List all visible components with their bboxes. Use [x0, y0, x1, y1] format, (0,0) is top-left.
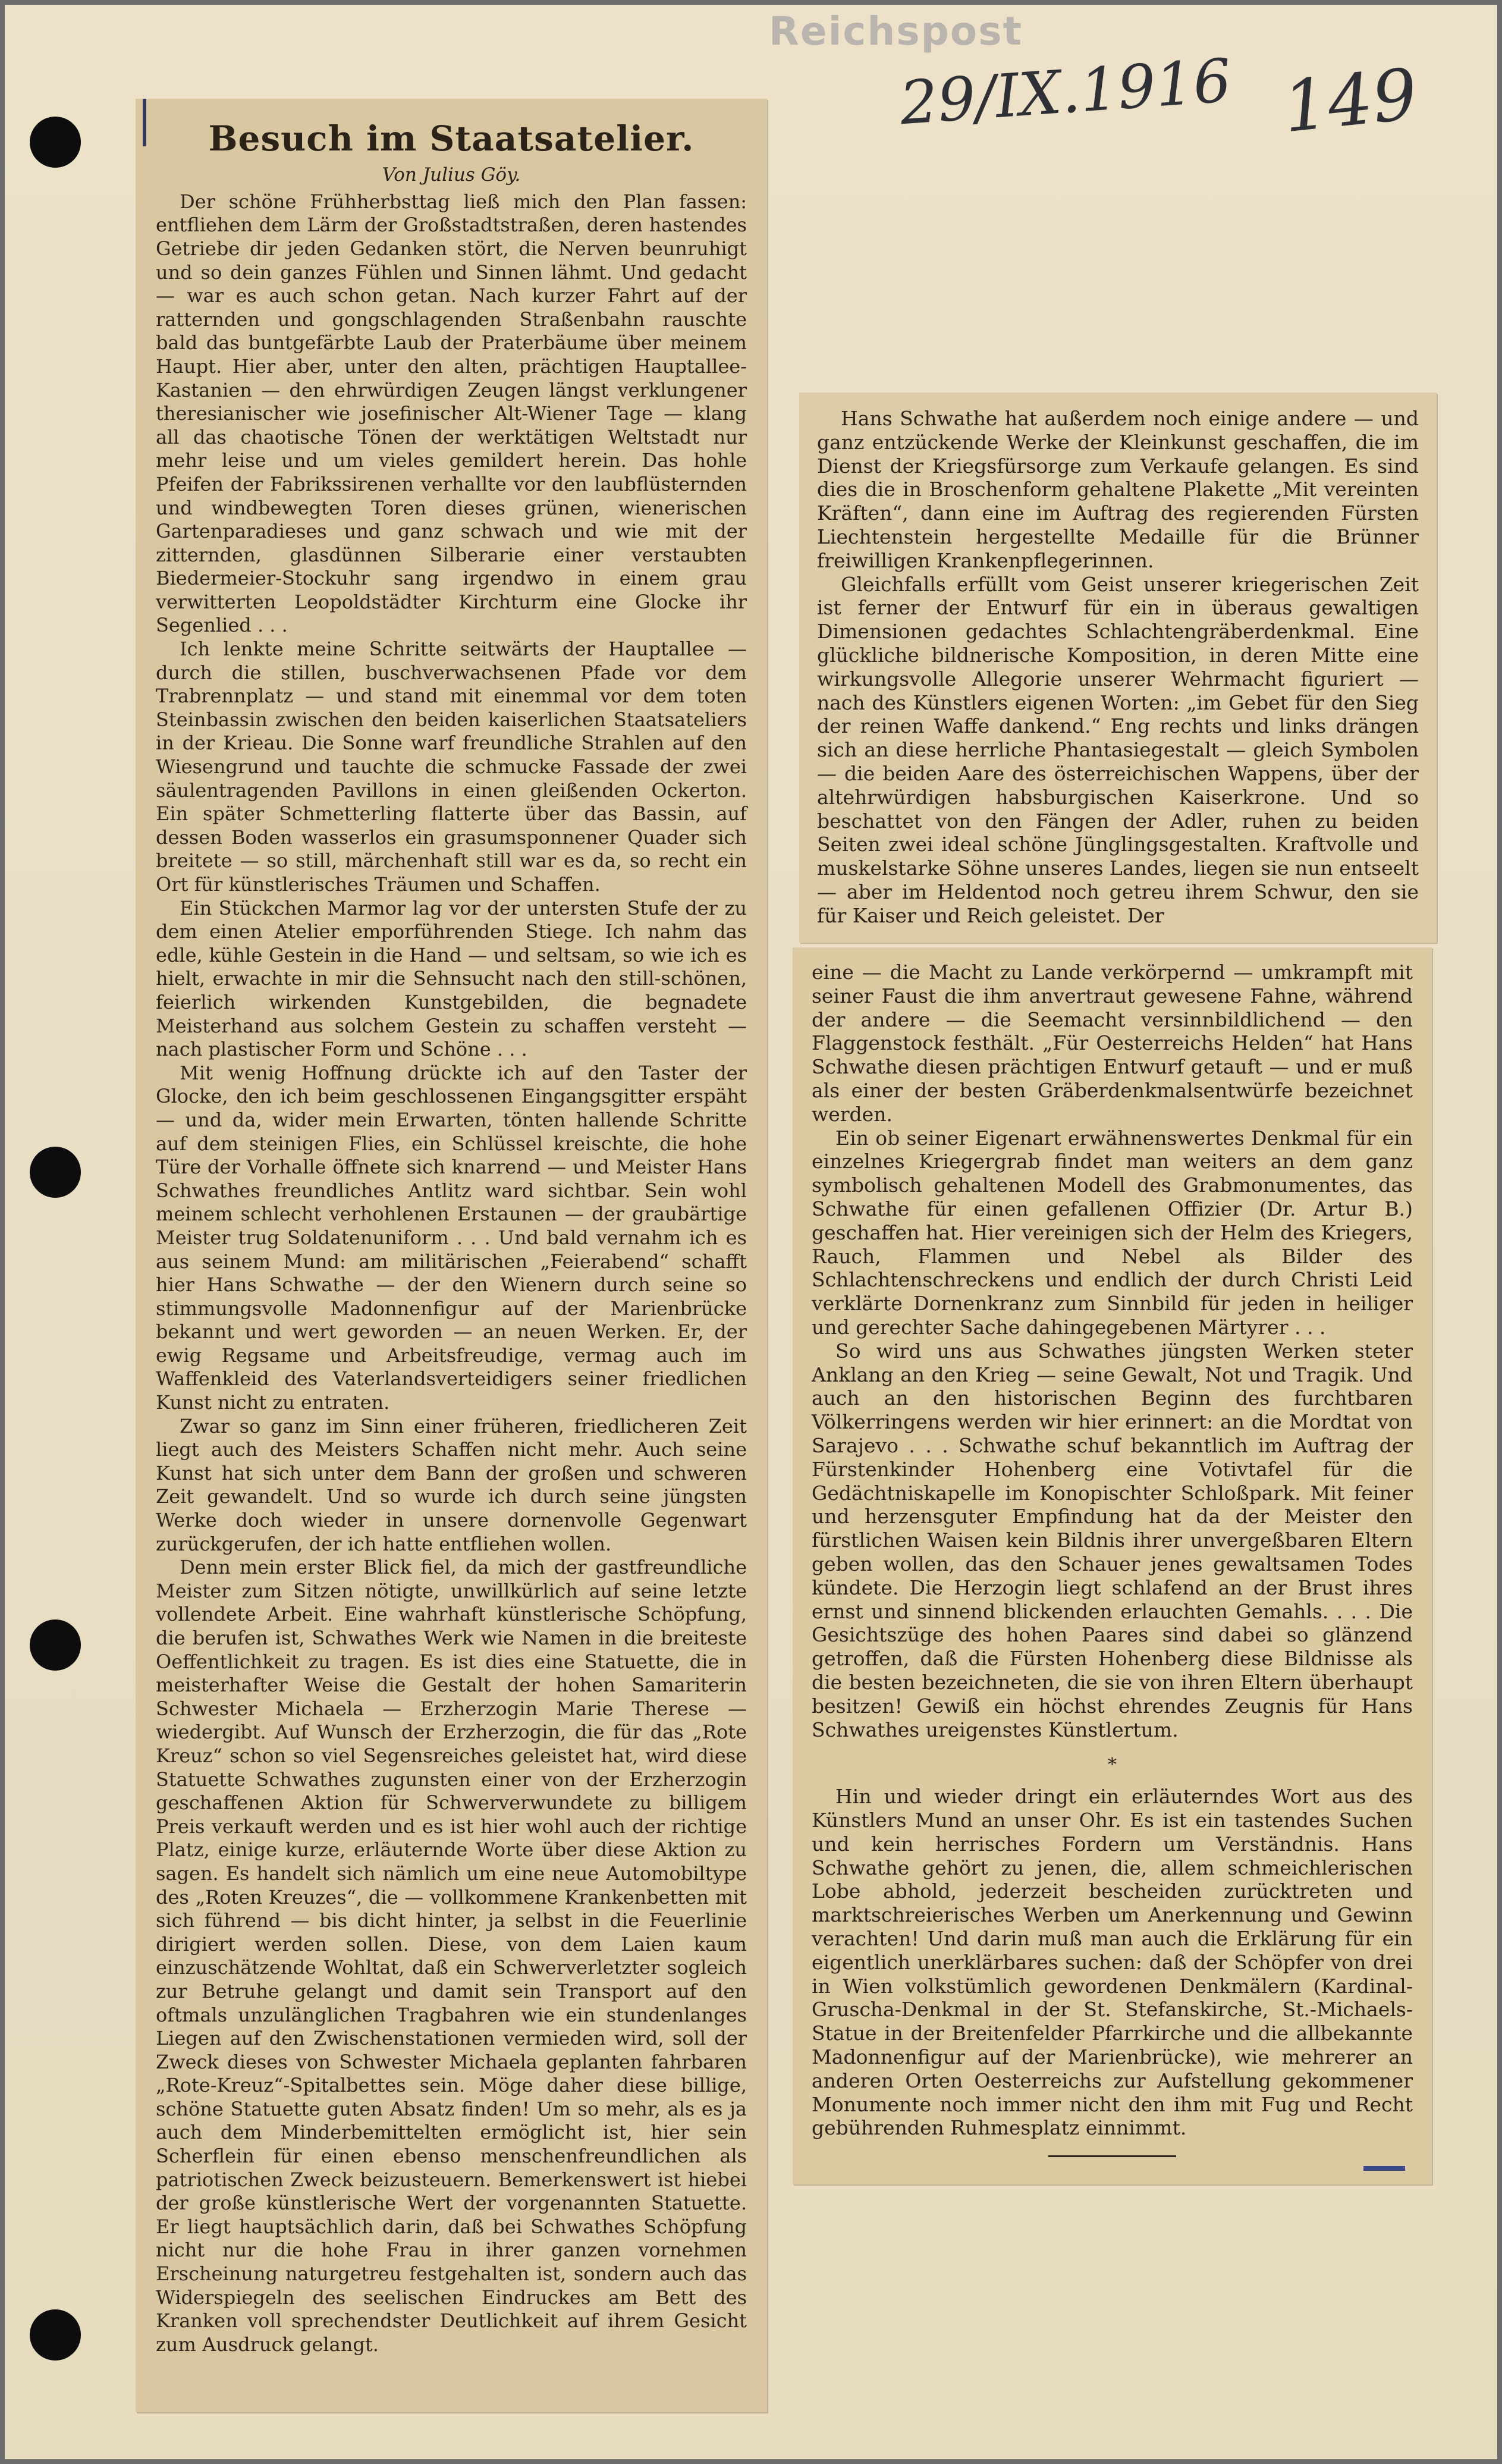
paragraph: Denn mein erster Blick fiel, da mich der gastfreundliche Meister zum Sitzen nötigte, unwillkürlich auf seine letzte vollendete Arbeit. Eine wahrhaft künstlerische Schöpfung, die berufen ist, Schwathes Werk wie Namen in die breiteste Oeffentlichkeit zu tragen. Es ist dies eine Statuette, die in meisterhafter Weise die Gestalt der hohen Samariterin Schwester Michaela — Erzherzogin Marie Therese — wiedergibt. Auf Wunsch der Erzherzogin, die für das „Rote Kreuz“ schon so viel Segensreiches geleistet hat, wird diese Statuette Schwathes zugunsten einer von der Erzherzogin geschaffenen Aktion für Schwerverwundete zu billigem Preis verkauft werden und es ist hier wohl auch der richtige Platz, einige kurze, erläuternde Worte über diese Aktion zu sagen. Es handelt sich nämlich um eine neue Automobiltype des „Roten Kreuzes“, die — vollkommene Krankenbetten mit sich führend — bis dicht hinter, ja selbst in die Feuerlinie dirigiert werden sollen. Diese, von dem Laien kaum einzuschätzende Wohltat, daß ein Schwerverletzter sogleich zur Betruhe gelangt und damit sein Transport auf den oftmals unzulänglichen Tragbahren wie ein stundenlanges Liegen auf den Zwischenstationen vermieden wird, soll der Zweck dieses von Schwester Michaela geplanten fahrbaren „Rote-Kreuz“-Spitalbettes sein. Möge daher diese billige, schöne Statuette guten Absatz finden! Um so mehr, als es ja auch dem Minderbemittelten ermöglicht ist, hier sein Scherflein für einen ebenso menschenfreundlichen als patriotischen Zweck beizusteuern. Bemerkenswert ist hiebei der große künstlerische Wert der vorgenannten Statuette. Er liegt hauptsächlich darin, daß bei Schwathes Schöpfung nicht nur die hohe Frau in ihrer ganzen vornehmen Erscheinung naturgetreu festgehalten ist, sondern auch das Widerspiegeln des seelischen Eindruckes am Bett des Kranken voll sprechendster Deutlichkeit auf ihrem Gesicht zum Ausdruck gelangt. [156, 1556, 747, 2356]
punch-hole [30, 1619, 81, 1671]
newspaper-stamp: Reichspost [769, 8, 1023, 54]
paragraph: Ein Stückchen Marmor lag vor der untersten Stufe der zu dem einen Atelier emporführenden Stiege. Ich nahm das edle, kühle Gestein in die Hand — und seltsam, so wie ich es hielt, erwachte in mir die Sehnsucht nach den still-schönen, feierlich wirkenden Kunstgebilden, die begnadete Meisterhand aus solchem Gestein zu schaffen versteht — nach plastischer Form und Schöne . . . [156, 896, 747, 1061]
paragraph: Ich lenkte meine Schritte seitwärts der Hauptallee — durch die stillen, buschverwachsenen Pfade vor dem Trabrennplatz — und stand mit einemmal vor dem toten Steinbassin zwischen den beiden kaiserlichen Staatsateliers in der Krieau. Die Sonne warf freundliche Strahlen auf den Wiesengrund und tauchte die schmucke Fassade der zwei säulentragenden Pavillons in einen gleißenden Ockerton. Ein später Schmetterling flatterte über das Bassin, auf dessen Boden wasserlos ein grasumsponnener Quader sich breitete — so still, märchenhaft still war es da, so recht ein Ort für künstlerisches Träumen und Schaffen. [156, 638, 747, 896]
paragraph: Mit wenig Hoffnung drückte ich auf den Taster der Glocke, den ich beim geschlossenen Eingangsgitter erspäht — und da, wider mein Erwarten, tönten hallende Schritte auf dem steinigen Flies, ein Schlüssel kreischte, die hohe Türe der Vorhalle öffnete sich knarrend — und Meister Hans Schwathes freundliches Antlitz ward sichtbar. Sein wohl meinem schlecht verhohlenen Erstaunen — der graubärtige Meister trug Soldatenuniform . . . Und bald vernahm ich es aus seinem Mund: am militärischen „Feierabend“ schafft hier Hans Schwathe — der den Wienern durch seine so stimmungsvolle Madonnenfigur auf der Marienbrücke bekannt und wert geworden — an neuen Werken. Er, der ewig Regsame und Arbeitsfreudige, vermag auch im Waffenkleid des Vaterlandsverteidigers seiner friedlichen Kunst nicht zu entraten. [156, 1061, 747, 1414]
end-rule [1048, 2155, 1176, 2157]
clipping-column-1 [136, 99, 767, 2412]
folio-number: 149 [1279, 52, 1421, 149]
clipping-column-2 [799, 393, 1437, 943]
paragraph: So wird uns aus Schwathes jüngsten Werken steter Anklang an den Krieg — seine Gewalt, Not und Tragik. Und auch an den historischen Beginn des furchtbaren Völkerringens werden wir hier erinnert: an die Mordtat von Sarajevo . . . Schwathe schuf bekanntlich im Auftrag der Fürstenkinder Hohenberg eine Votivtafel für die Gedächtniskapelle im Konopischter Schloßpark. Mit feiner und herzensguter Empfindung hat da der Meister den fürstlichen Waisen kein Bildnis ihrer unvergeßbaren Eltern geben wollen, das den Schauer jenes gewaltsamen Todes kündete. Die Herzogin liegt schlafend an der Brust ihres ernst und sinnend blickenden erlauchten Gemahls. . . . Die Gesichtszüge des hohen Paares sind dabei so glänzend getroffen, daß die Fürsten Hohenberg diese Bildnisse als die besten bezeichneten, die sie von ihren Eltern überhaupt besitzen! Gewiß ein höchst ehrendes Zeugnis für Hans Schwathes ureigenstes Künstlertum. [812, 1339, 1413, 1741]
paragraph: Der schöne Frühherbsttag ließ mich den Plan fassen: entfliehen dem Lärm der Großstadtstraßen, deren hastendes Getriebe dir jeden Gedanken stört, die Nerven beunruhigt und so dein ganzes Fühlen und Sinnen lähmt. Und gedacht — war es auch schon getan. Nach kurzer Fahrt auf der ratternden und gongschlagenden Straßenbahn rauschte bald das buntgefärbte Laub der Praterbäume über meinem Haupt. Hier aber, unter den alten, prächtigen Hauptallee-Kastanien — den ehrwürdigen Zeugen längst verklungener theresianischer wie josefinischer Alt-Wiener Tage — klang all das chaotische Tönen der werktätigen Weltstadt nur mehr leise und um vieles gemildert herein. Das hohle Pfeifen der Fabrikssirenen verhallte vor den laubflüsternden und windbewegten Toren dieses grünen, wienerischen Gartenparadieses und ganz schwach und wie mit der zitternden, glasdünnen Silberarie einer verstaubten Biedermeier-Stockuhr sang irgendwo in einem grau verwitterten Leopoldstädter Kirchturm eine Glocke ihr Segenlied . . . [156, 190, 747, 637]
blue-pencil-mark [143, 99, 146, 146]
paragraph: Zwar so ganz im Sinn einer früheren, friedlicheren Zeit liegt auch des Meisters Schaffen nicht mehr. Auch seine Kunst hat sich unter dem Bann der großen und schweren Zeit gewandelt. Und so wurde ich durch seine jüngsten Werke doch wieder in unsere dornenvolle Gegenwart zurückgerufen, der ich hatte entfliehen wollen. [156, 1414, 747, 1555]
paragraph: Hans Schwathe hat außerdem noch einige andere — und ganz entzückende Werke der Kleinkunst geschaffen, die im Dienst der Kriegsfürsorge zum Verkaufe gelangen. Es sind dies die in Broschenform gehaltene Plakette „Mit vereinten Kräften“, dann eine im Auftrag des regierenden Fürsten Liechtenstein hergestellte Medaille für die Brünner freiwilligen Krankenpflegerinnen. [817, 407, 1419, 572]
blue-pencil-mark [1363, 2166, 1405, 2171]
punch-hole [30, 117, 81, 168]
paragraph: eine — die Macht zu Lande verkörpernd — umkrampft mit seiner Faust die ihm anvertraut gewesene Fahne, während der andere — die Seemacht versinnbildlichend — den Flaggenstock festhält. „Für Oesterreichs Helden“ hat Hans Schwathe diesen prächtigen Entwurf getauft — und er muß als einer der besten Gräberdenkmalsentwürfe bezeichnet werden. [812, 961, 1413, 1126]
paragraph: Gleichfalls erfüllt vom Geist unserer kriegerischen Zeit ist ferner der Entwurf für ein in überaus gewaltigen Dimensionen gedachtes Schlachtengräberdenkmal. Eine glückliche bildnerische Komposition, in deren Mitte eine wirkungsvolle Allegorie unserer Wehrmacht figuriert — nach des Künstlers eigenen Worten: „im Gebet für den Sieg der reinen Waffe dankend.“ Eng rechts und links drängen sich an diese herrliche Phantasiegestalt — gleich Symbolen — die beiden Aare des österreichischen Wappens, über der altehrwürdigen habsburgischen Kaiserkrone. Und so beschattet von den Fängen der Adler, ruhen zu beiden Seiten zwei ideal schöne Jünglingsgestalten. Kraftvolle und muskelstarke Söhne unseres Landes, liegen sie nun entseelt — aber im Heldentod noch getreu ihrem Schwur, den sie für Kaiser und Reich geleistet. Der [817, 572, 1419, 927]
article-title: Besuch im Staatsatelier. [208, 118, 695, 159]
paragraph: Hin und wieder dringt ein erläuterndes Wort aus des Künstlers Mund an unser Ohr. Es ist ein tastendes Suchen und kein herrisches Fordern um Verständnis. Hans Schwathe gehört zu jenen, die, allem schmeichlerischen Lobe abhold, jederzeit bescheiden zurücktreten und marktschreierisches Werben um Anerkennung und Gewinn verachten! Und darin muß man auch die Erklärung für ein eigentlich unerklärbares suchen: daß der Schöpfer von drei in Wien volkstümlich gewordenen Denkmälern (Kardinal-Gruscha-Denkmal in der St. Stefanskirche, St.-Michaels-Statue in der Breitenfelder Pfarrkirche und die allbekannte Madonnenfigur auf der Marienbrücke), wie mehrerer an anderen Orten Oesterreichs zur Aufstellung gekommener Monumente noch immer nicht den ihm mit Fug und Recht gebührenden Ruhmesplatz einnimmt. [812, 1785, 1413, 2140]
punch-hole [30, 2309, 81, 2361]
section-divider: * [1108, 1754, 1117, 1776]
clipping-column-3 [793, 947, 1432, 2184]
handwritten-date: 29/IX.1916 [897, 45, 1234, 139]
article-byline: Von Julius Göy. [382, 164, 521, 186]
punch-hole [30, 1147, 81, 1198]
paragraph: Ein ob seiner Eigenart erwähnenswertes Denkmal für ein einzelnes Kriegergrab findet man weiters an dem ganz symbolisch gehaltenen Modell des Grabmonumentes, das Schwathe für einen gefallenen Offizier (Dr. Artur B.) geschaffen hat. Hier vereinigen sich der Helm des Kriegers, Rauch, Flammen und Nebel als Bilder des Schlachtenschreckens und endlich der durch Christi Leid verklärte Dornenkranz zum Sinnbild für jeden in heiliger und gerechter Sache dahingegebenen Märtyrer . . . [812, 1126, 1413, 1339]
